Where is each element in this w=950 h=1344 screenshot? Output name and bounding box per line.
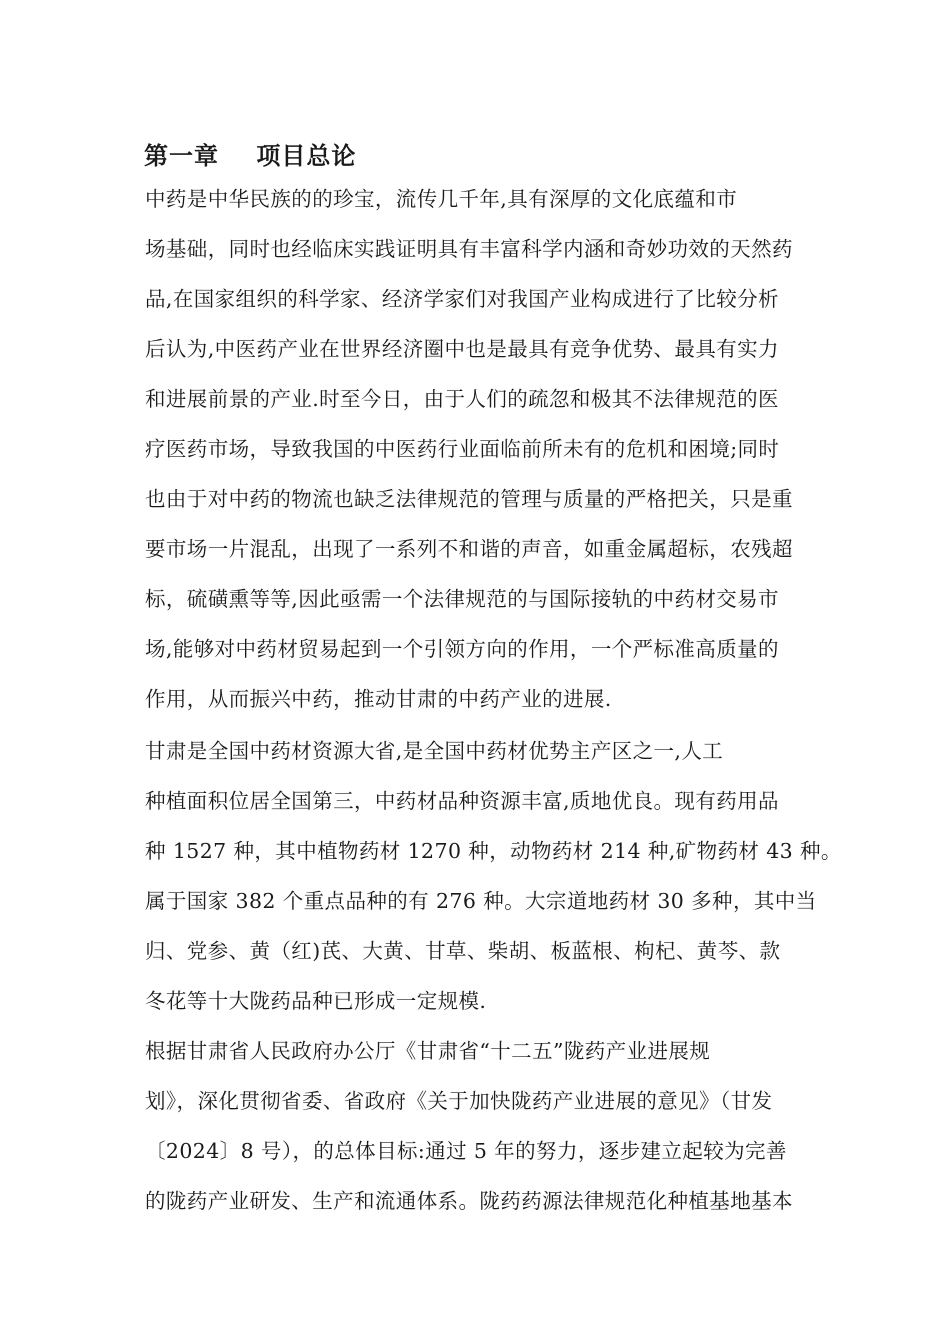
paragraph-1-line: 中药是中华民族的的珍宝，流传几千年,具有深厚的文化底蕴和市 [145,187,738,211]
paragraph-1-line: 标，硫磺熏等等,因此亟需一个法律规范的与国际接轨的中药材交易市 [145,587,779,611]
paragraph-1-line: 作用，从而振兴中药，推动甘肃的中药产业的进展. [145,687,612,711]
paragraph-1-line: 也由于对中药的物流也缺乏法律规范的管理与质量的严格把关，只是重 [145,487,793,511]
paragraph-3-line: 划》，深化贯彻省委、省政府《关于加快陇药产业进展的意见》（甘发 [145,1089,773,1113]
paragraph-1-line: 场基础，同时也经临床实践证明具有丰富科学内涵和奇妙功效的天然药 [145,237,793,261]
paragraph-2-line: 归、党参、黄（红)芪、大黄、甘草、柴胡、板蓝根、枸杞、黄芩、款 [145,939,781,963]
paragraph-1-line: 和进展前景的产业.时至今日，由于人们的疏忽和极其不法律规范的医 [145,387,779,411]
paragraph-2-line: 冬花等十大陇药品种已形成一定规模. [145,989,487,1013]
paragraph-3-line: 〔2024〕8 号），的总体目标:通过 5 年的努力，逐步建立起较为完善 [145,1139,787,1163]
paragraph-1-line: 要市场一片混乱，出现了一系列不和谐的声音，如重金属超标，农残超 [145,537,793,561]
paragraph-2-line: 种 1527 种，其中植物药材 1270 种，动物药材 214 种,矿物药材 43 种。 [145,839,842,863]
paragraph-1-line: 疗医药市场，导致我国的中医药行业面临前所未有的危机和困境;同时 [145,437,780,461]
paragraph-3-line: 根据甘肃省人民政府办公厅《甘肃省“十二五”陇药产业进展规 [145,1039,711,1063]
paragraph-2-line: 种植面积位居全国第三，中药材品种资源丰富,质地优良。现有药用品 [145,789,779,813]
chapter-title: 第一章 项目总论 [144,142,357,170]
paragraph-2-line: 属于国家 382 个重点品种的有 276 种。大宗道地药材 30 多种，其中当 [145,889,817,913]
paragraph-1-line: 后认为,中医药产业在世界经济圈中也是最具有竞争优势、最具有实力 [145,337,779,361]
paragraph-3-line: 的陇药产业研发、生产和流通体系。陇药药源法律规范化种植基地基本 [145,1189,793,1213]
paragraph-1-line: 品,在国家组织的科学家、经济学家们对我国产业构成进行了比较分析 [145,287,779,311]
paragraph-1-line: 场,能够对中药材贸易起到一个引领方向的作用，一个严标准高质量的 [145,637,779,661]
paragraph-2-line: 甘肃是全国中药材资源大省,是全国中药材优势主产区之一,人工 [145,739,724,763]
